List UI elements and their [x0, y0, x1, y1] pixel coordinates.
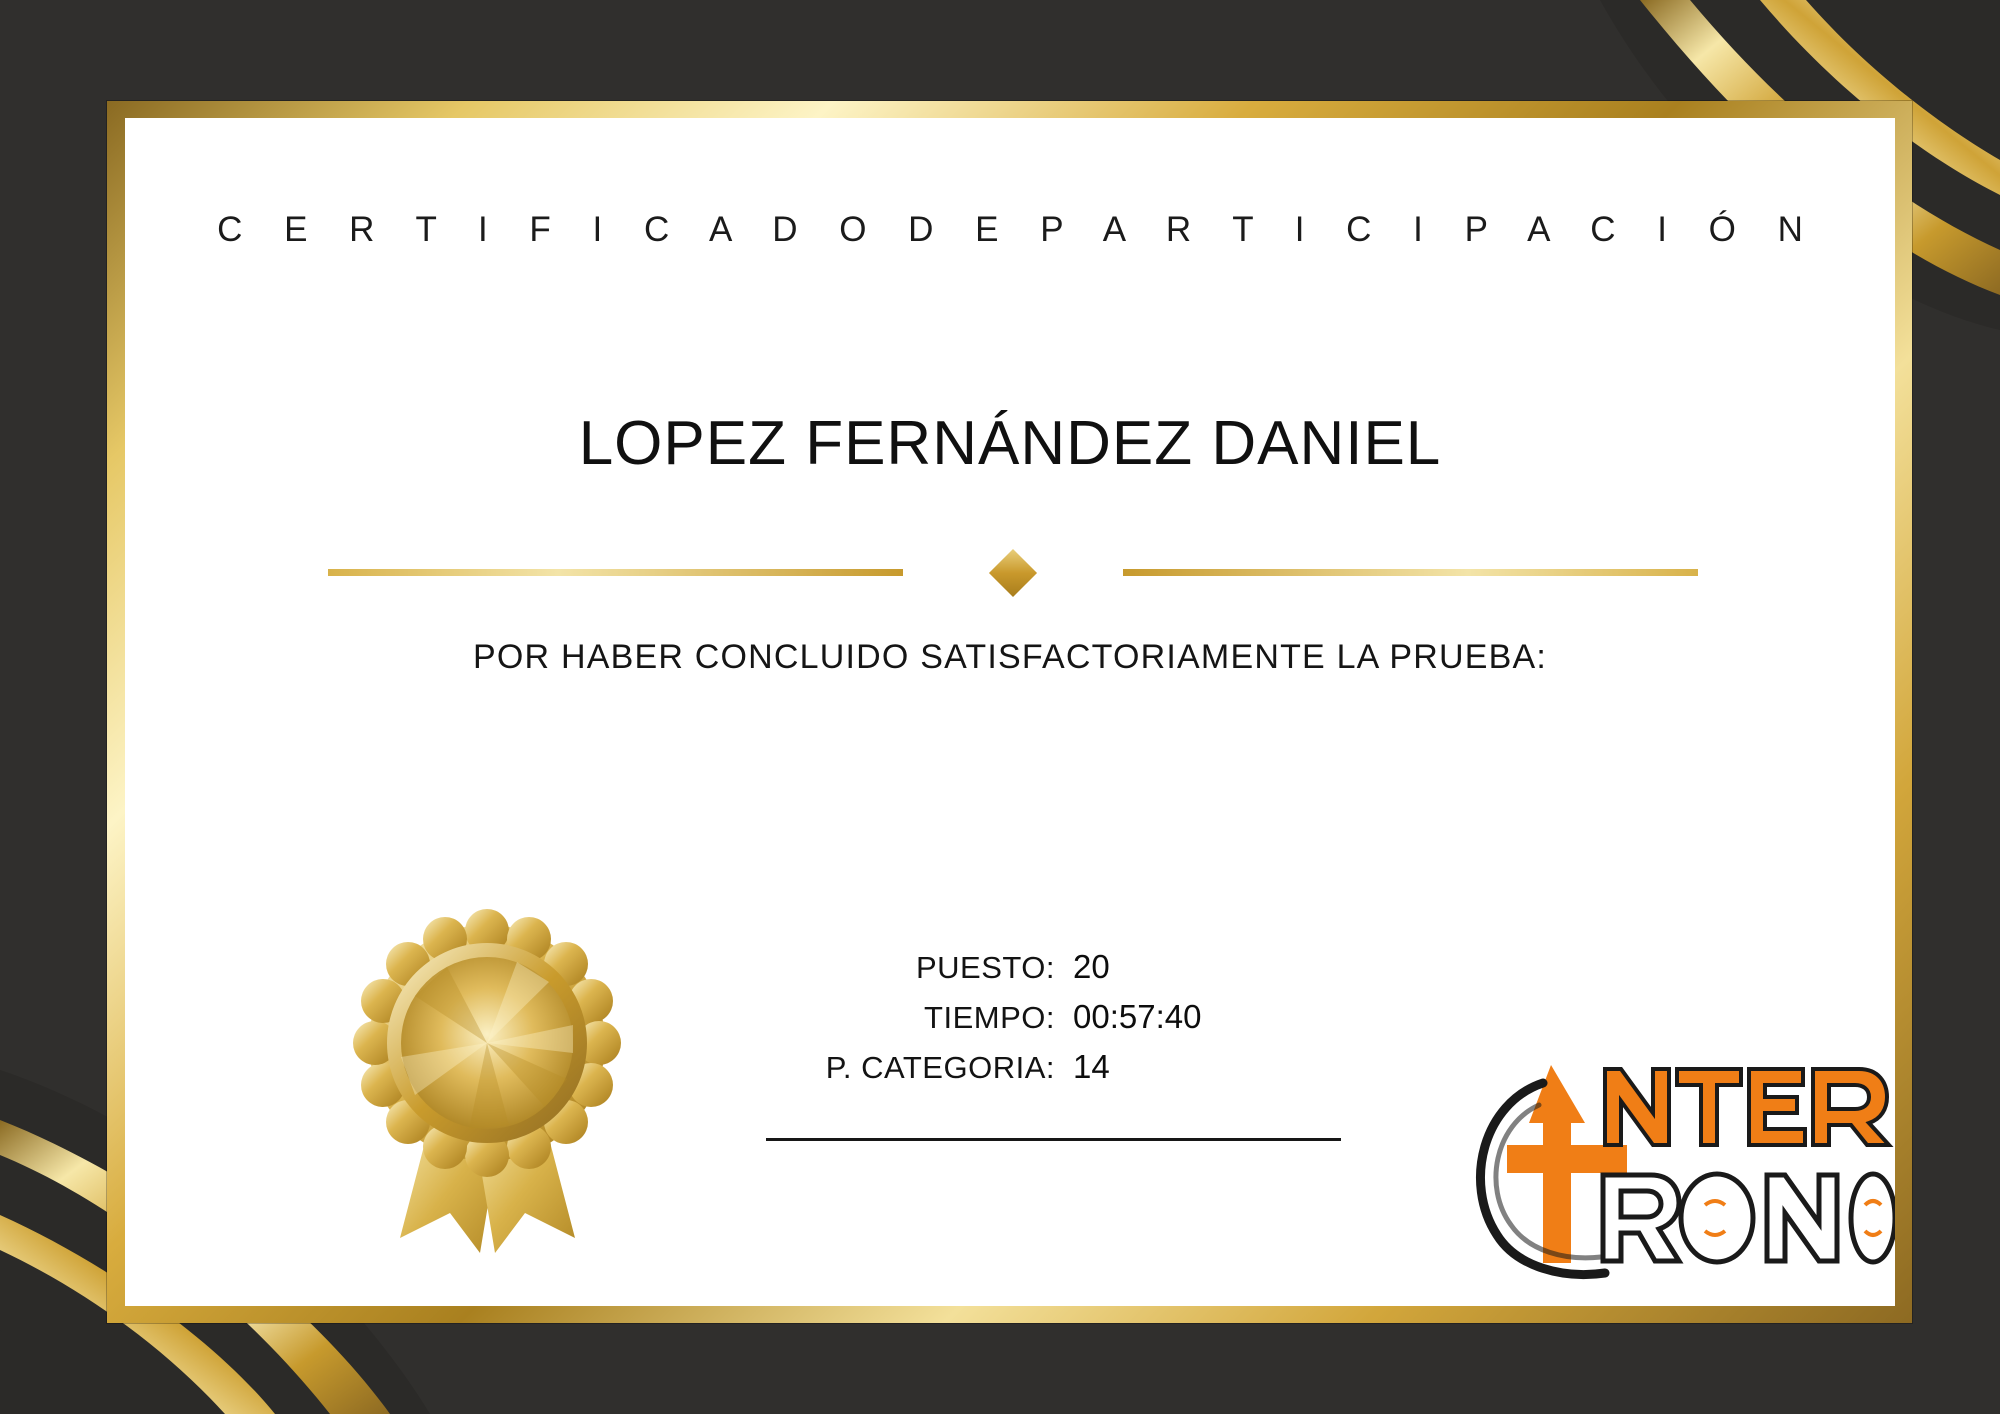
divider-bar-left [328, 569, 903, 576]
result-label-puesto: PUESTO: [915, 950, 1055, 985]
medal-rosette-icon [340, 908, 635, 1253]
result-value-categoria: 14 [1073, 1048, 1110, 1085]
result-row [745, 998, 1335, 1036]
gold-divider [328, 556, 1698, 588]
result-label-tiempo: TIEMPO: [924, 1000, 1055, 1035]
page-title: C E R T I F I C A D O D E P A R T I C I P A C I Ó N [217, 210, 1819, 249]
result-value-tiempo: 00:57:40 [1073, 998, 1202, 1035]
result-row [745, 948, 1335, 986]
gold-diamond-icon [989, 549, 1037, 597]
results-block [745, 948, 1335, 1098]
recipient-name: LOPEZ FERNÁNDEZ DANIEL [578, 409, 1442, 478]
intercrono-logo-icon [1455, 973, 1895, 1283]
signature-line [766, 1138, 1341, 1141]
result-row [745, 1048, 1335, 1086]
result-value-puesto: 20 [1073, 948, 1110, 985]
certificate-content [125, 118, 1895, 1306]
result-label-categoria: P. CATEGORIA: [825, 1050, 1055, 1085]
certificate-subtitle: POR HABER CONCLUIDO SATISFACTORIAMENTE LA PRUEBA: [473, 638, 1547, 676]
divider-bar-right [1123, 569, 1698, 576]
